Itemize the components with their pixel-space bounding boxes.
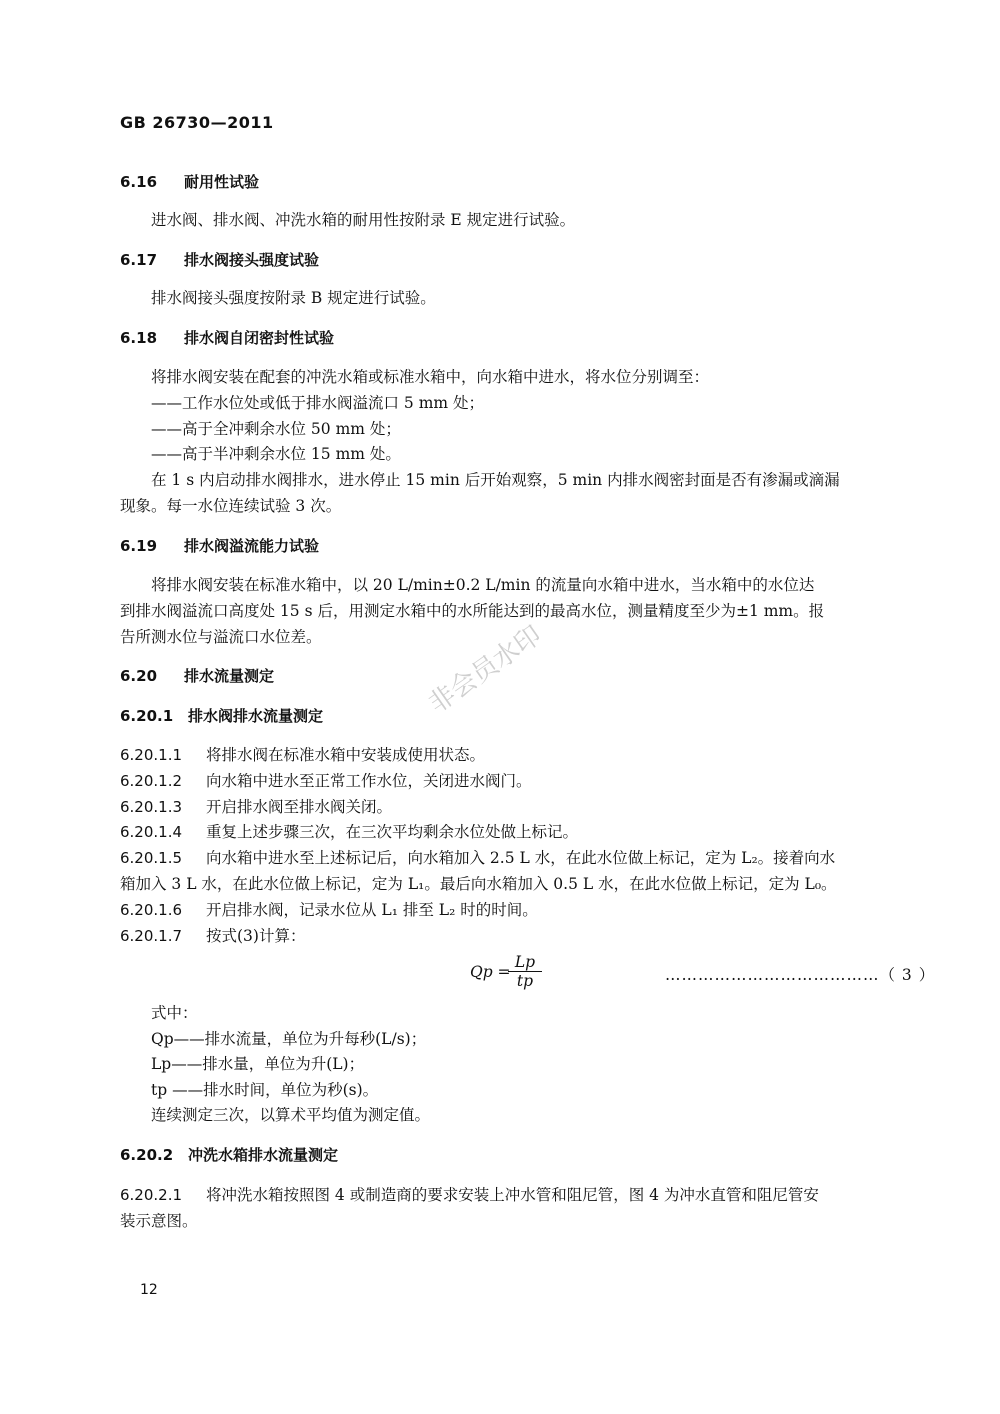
section-title: 排水阀自闭密封性试验 [184, 329, 335, 347]
step-6-20-1-6 [120, 900, 538, 920]
definition-lp: Lp——排水量，单位为升(L)； [151, 1055, 365, 1073]
section-title: 排水流量测定 [184, 667, 275, 685]
paragraph: 告所测水位与溢流口水位差。 [120, 628, 322, 646]
step-number: 6.20.1.7 [120, 927, 183, 945]
where-label: 式中： [151, 1004, 198, 1022]
paragraph: 将排水阀安装在配套的冲洗水箱或标准水箱中，向水箱中进水，将水位分别调至： [151, 368, 710, 386]
watermark: 非会员水印 [423, 620, 548, 720]
note: 连续测定三次，以算术平均值为测定值。 [151, 1106, 431, 1124]
section-heading-6-20-2 [120, 1145, 338, 1165]
step-text: 开启排水阀，记录水位从 L₁ 排至 L₂ 时的时间。 [206, 901, 538, 919]
section-heading-6-17 [120, 250, 319, 270]
section-number: 6.20.2 [120, 1146, 174, 1164]
list-item: ——高于全冲剩余水位 50 mm 处； [151, 420, 401, 438]
step-6-20-1-3 [120, 797, 392, 817]
standard-number: GB 26730—2011 [120, 113, 274, 132]
step-6-20-1-2 [120, 771, 532, 791]
section-title: 排水阀排水流量测定 [188, 707, 324, 725]
step-continuation: 箱加入 3 L 水，在此水位做上标记，定为 L₁。最后向水箱加入 0.5 L 水，在此水位做上标记，定为 L₀。 [120, 875, 837, 893]
step-number: 6.20.1.5 [120, 849, 183, 867]
formula-3 [470, 953, 550, 993]
step-number: 6.20.1.3 [120, 798, 183, 816]
step-6-20-2-1 [120, 1185, 819, 1205]
step-6-20-1-4 [120, 822, 578, 842]
section-title: 耐用性试验 [184, 173, 260, 191]
paragraph: 在 1 s 内启动排水阀排水，进水停止 15 min 后开始观察，5 min 内排水阀密封面是否有渗漏或滴漏 [151, 471, 840, 489]
section-heading-6-19 [120, 536, 319, 556]
step-text: 按式(3)计算： [206, 927, 306, 945]
step-text: 将排水阀在标准水箱中安装成使用状态。 [206, 746, 486, 764]
step-number: 6.20.1.1 [120, 746, 183, 764]
definition-tp: tp ——排水时间，单位为秒(s)。 [151, 1081, 379, 1099]
step-number: 6.20.1.4 [120, 823, 183, 841]
section-heading-6-20-1 [120, 706, 323, 726]
list-item: ——工作水位处或低于排水阀溢流口 5 mm 处； [151, 394, 485, 412]
step-text: 重复上述步骤三次，在三次平均剩余水位处做上标记。 [206, 823, 579, 841]
paragraph: 到排水阀溢流口高度处 15 s 后，用测定水箱中的水所能达到的最高水位，测量精度至少为±1 mm。报 [120, 602, 825, 620]
step-text: 将冲洗水箱按照图 4 或制造商的要求安装上冲水管和阻尼管，图 4 为冲水直管和阻尼管安 [206, 1186, 819, 1204]
list-item: ——高于半冲剩余水位 15 mm 处。 [151, 445, 401, 463]
step-6-20-1-1 [120, 745, 485, 765]
section-number: 6.20 [120, 667, 158, 685]
step-number: 6.20.1.2 [120, 772, 183, 790]
formula-lhs: Qp = [470, 963, 511, 981]
equation-number: …………………………………（ 3 ） [665, 966, 936, 984]
section-heading-6-18 [120, 328, 334, 348]
page-number: 12 [140, 1282, 158, 1298]
paragraph: 排水阀接头强度按附录 B 规定进行试验。 [151, 289, 436, 307]
formula-denominator: tp [516, 972, 534, 990]
section-number: 6.18 [120, 329, 158, 347]
formula-numerator: Lp [508, 953, 542, 972]
section-heading-6-16 [120, 172, 259, 192]
definition-qp: Qp——排水流量，单位为升每秒(L/s)； [151, 1030, 427, 1048]
formula-fraction [508, 953, 542, 990]
step-continuation: 装示意图。 [120, 1212, 198, 1230]
step-text: 向水箱中进水至上述标记后，向水箱加入 2.5 L 水，在此水位做上标记，定为 L₂。接着向水 [206, 849, 836, 867]
section-number: 6.16 [120, 173, 158, 191]
step-6-20-1-5 [120, 848, 835, 868]
step-6-20-1-7 [120, 926, 305, 946]
section-number: 6.20.1 [120, 707, 174, 725]
section-heading-6-20 [120, 666, 274, 686]
paragraph: 进水阀、排水阀、冲洗水箱的耐用性按附录 E 规定进行试验。 [151, 211, 576, 229]
section-title: 排水阀溢流能力试验 [184, 537, 320, 555]
paragraph: 现象。每一水位连续试验 3 次。 [120, 497, 342, 515]
step-text: 向水箱中进水至正常工作水位，关闭进水阀门。 [206, 772, 532, 790]
step-number: 6.20.1.6 [120, 901, 183, 919]
section-title: 冲洗水箱排水流量测定 [188, 1146, 339, 1164]
step-number: 6.20.2.1 [120, 1186, 183, 1204]
step-text: 开启排水阀至排水阀关闭。 [206, 798, 393, 816]
section-number: 6.19 [120, 537, 158, 555]
section-number: 6.17 [120, 251, 158, 269]
section-title: 排水阀接头强度试验 [184, 251, 320, 269]
paragraph: 将排水阀安装在标准水箱中，以 20 L/min±0.2 L/min 的流量向水箱中进水，当水箱中的水位达 [151, 576, 815, 594]
